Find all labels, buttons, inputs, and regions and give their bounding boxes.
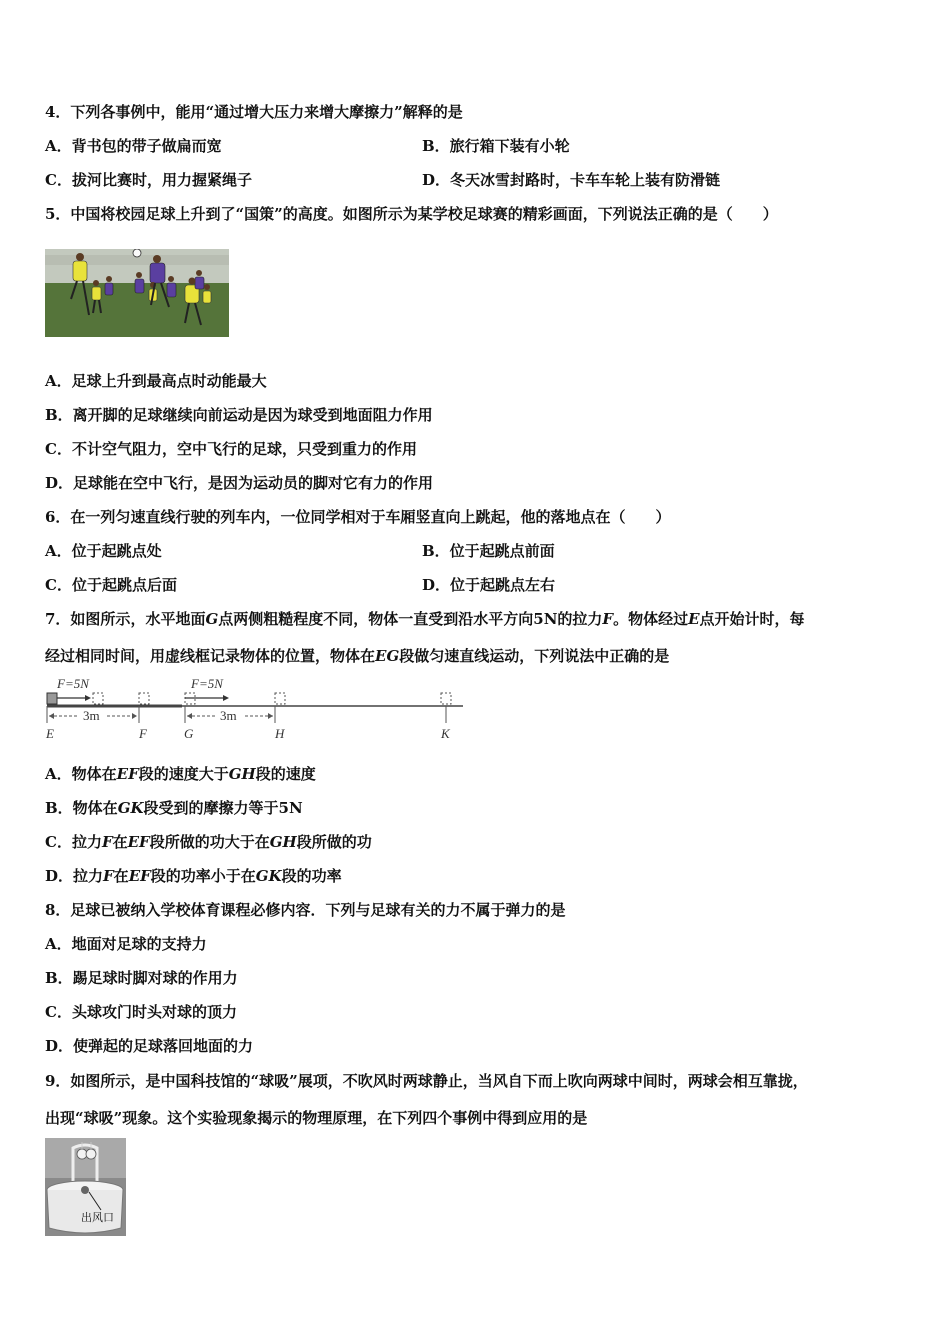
q8-option-d: D．使弹起的足球落回地面的力 — [45, 1037, 254, 1055]
distance-label-1: 3m — [83, 708, 100, 723]
point-k: K — [441, 726, 450, 741]
q8-option-c: C．头球攻门时头对球的顶力 — [45, 1003, 237, 1021]
point-g: G — [184, 726, 194, 741]
q6-stem: 6．在一列匀速直线行驶的列车内，一位同学相对于车厢竖直向上跳起，他的落地点在（ ） — [45, 508, 671, 526]
motion-diagram — [45, 673, 465, 743]
distance-label-2: 3m — [220, 708, 237, 723]
q8-option-a: A．地面对足球的支持力 — [45, 935, 207, 953]
q5-option-d: D．足球能在空中飞行，是因为运动员的脚对它有力的作用 — [45, 474, 434, 492]
q7-option-d: D．拉力F在EF段的功率小于在GK段的功率 — [45, 867, 342, 885]
q8-option-b: B．踢足球时脚对球的作用力 — [45, 969, 238, 987]
q6-option-d: D．位于起跳点左右 — [422, 576, 556, 594]
q9-stem-line1: 9．如图所示，是中国科技馆的“球吸”展项，不吹风时两球静止，当风自下而上吹向两球中间时，两球会相互靠拢， — [45, 1072, 808, 1090]
q6-option-c: C．位于起跳点后面 — [45, 576, 177, 594]
force-label-2: F=5N — [191, 676, 223, 691]
force-label-1: F=5N — [57, 676, 89, 691]
q4-stem: 4．下列各事例中，能用“通过增大压力来增大摩擦力”解释的是 — [45, 103, 463, 121]
q6-option-a: A．位于起跳点处 — [45, 542, 162, 560]
q9-stem-line2: 出现“球吸”现象。这个实验现象揭示的物理原理，在下列四个事例中得到应用的是 — [45, 1109, 588, 1127]
q4-row2 — [45, 170, 905, 190]
q8-stem: 8．足球已被纳入学校体育课程必修内容．下列与足球有关的力不属于弹力的是 — [45, 901, 566, 919]
q4-option-b: B．旅行箱下装有小轮 — [422, 137, 570, 155]
soccer-match-photo — [45, 249, 229, 337]
block — [47, 693, 57, 704]
q5-option-b: B．离开脚的足球继续向前运动是因为球受到地面阻力作用 — [45, 406, 433, 424]
q4-row1 — [45, 136, 905, 156]
q4-option-c: C．拔河比赛时，用力握紧绳子 — [45, 171, 252, 189]
q4-option-d: D．冬天冰雪封路时，卡车车轮上装有防滑链 — [422, 171, 721, 189]
q5-option-a: A．足球上升到最高点时动能最大 — [45, 372, 267, 390]
q5-stem: 5．中国将校园足球上升到了“国策”的高度。如图所示为某学校足球赛的精彩画面，下列说法正确的是（ ） — [45, 205, 778, 223]
outlet-label: 出风口 — [81, 1211, 114, 1224]
q7-option-c: C．拉力F在EF段所做的功大于在GH段所做的功 — [45, 833, 372, 851]
point-f: F — [139, 726, 147, 741]
ball-suction-photo — [45, 1138, 126, 1236]
q4-option-a: A．背书包的带子做扁而宽 — [45, 137, 222, 155]
q7-stem-line1: 7．如图所示，水平地面G点两侧粗糙程度不同，物体一直受到沿水平方向5N的拉力F。物体经过E点开始计时，每 — [45, 610, 805, 628]
q6-row1 — [45, 541, 905, 561]
q7-option-b: B．物体在GK段受到的摩擦力等于5N — [45, 799, 303, 817]
q6-option-b: B．位于起跳点前面 — [422, 542, 555, 560]
q7-stem-line2: 经过相同时间，用虚线框记录物体的位置，物体在EG段做匀速直线运动，下列说法中正确的是 — [45, 647, 670, 665]
point-e: E — [46, 726, 54, 741]
soccer-players-illustration — [45, 249, 229, 337]
point-h: H — [275, 726, 285, 741]
q5-option-c: C．不计空气阻力，空中飞行的足球，只受到重力的作用 — [45, 440, 417, 458]
q6-row2 — [45, 575, 905, 595]
q7-option-a: A．物体在EF段的速度大于GH段的速度 — [45, 765, 316, 783]
